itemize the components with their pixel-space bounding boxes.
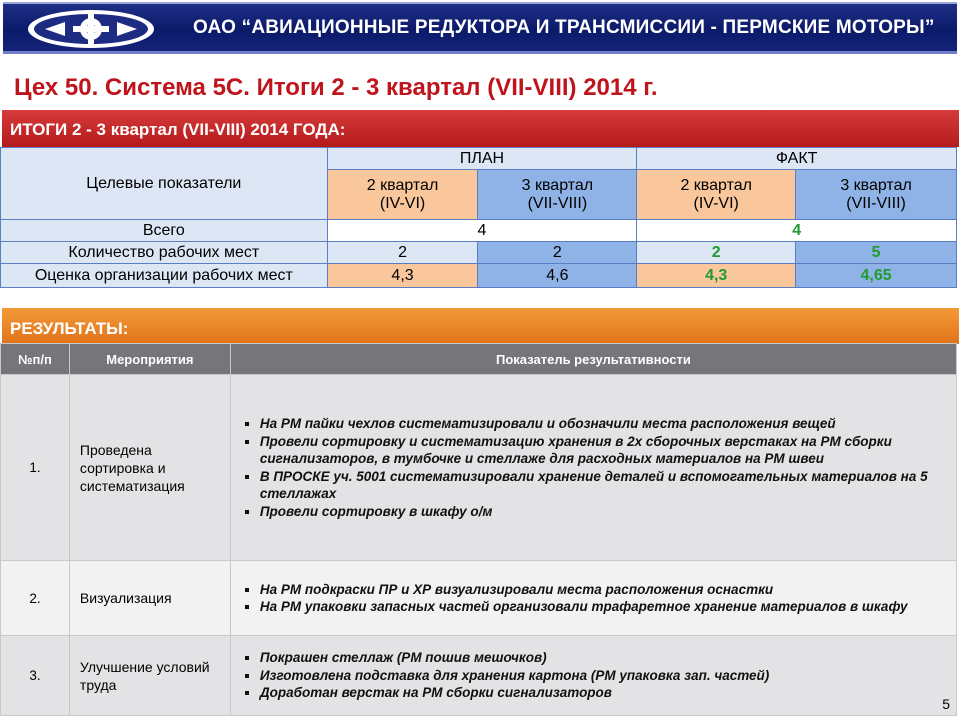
row-score-fact-q3: 4,65 — [796, 264, 957, 288]
col-action-header: Мероприятия — [69, 344, 230, 375]
company-logo-icon — [25, 8, 157, 50]
row-workplaces-fact-q3: 5 — [796, 242, 957, 264]
list-item: ▪ Провели сортировку и систематизацию хранения в 2х сборочных верстаках на РМ сборки сигнализаторов, в тумбочке и стеллаже для расходных материалов на РМ швеи — [260, 433, 955, 468]
row-num: 1. — [1, 375, 70, 561]
table-row — [1, 636, 957, 716]
fact-header: ФАКТ — [637, 148, 957, 170]
row-workplaces-plan-q2: 2 — [327, 242, 478, 264]
fact-q2-header: 2 квартал (IV-VI) — [637, 170, 796, 220]
list-item: ▪ Покрашен стеллаж (РМ пошив мешочков) — [260, 649, 955, 667]
row-total-plan: 4 — [327, 220, 637, 242]
list-item: ▪ В ПРОСКЕ уч. 5001 систематизировали хранение деталей и вспомогательных материалов на 5 стеллажах — [260, 468, 955, 503]
list-item: ▪ Доработан верстак на РМ сборки сигнализаторов — [260, 684, 955, 702]
row-score-plan-q3: 4,6 — [478, 264, 637, 288]
row-workplaces-plan-q3: 2 — [478, 242, 637, 264]
list-item: ▪ На РМ подкраски ПР и ХР визуализировали места расположения оснастки — [260, 581, 955, 599]
row-total-label: Всего — [1, 220, 328, 242]
results-heading: РЕЗУЛЬТАТЫ: — [2, 308, 959, 344]
list-item: ▪ Провели сортировку в шкафу о/м — [260, 503, 955, 521]
row-action: Визуализация — [69, 561, 230, 636]
col-indicator-header: Показатель результативности — [230, 344, 956, 375]
summary-heading: ИТОГИ 2 - 3 квартал (VII-VIII) 2014 ГОДА: — [2, 110, 959, 147]
plan-q3-header: 3 квартал (VII-VIII) — [478, 170, 637, 220]
row-num: 3. — [1, 636, 70, 716]
row-action: Проведена сортировка и систематизация — [69, 375, 230, 561]
row-total-fact: 4 — [637, 220, 957, 242]
plan-q2-header: 2 квартал (IV-VI) — [327, 170, 478, 220]
plan-header: ПЛАН — [327, 148, 637, 170]
results-table — [0, 343, 957, 716]
company-name: ОАО “АВИАЦИОННЫЕ РЕДУКТОРА И ТРАНСМИССИИ - ПЕРМСКИЕ МОТОРЫ” — [193, 17, 935, 38]
col-num-header: №п/п — [1, 344, 70, 375]
row-score-plan-q2: 4,3 — [327, 264, 478, 288]
row-indicators — [230, 375, 956, 561]
list-item: ▪ Изготовлена подставка для хранения картона (РМ упаковка зап. частей) — [260, 667, 955, 685]
row-indicators — [230, 636, 956, 716]
table-row — [1, 375, 957, 561]
row-num: 2. — [1, 561, 70, 636]
row-indicators — [230, 561, 956, 636]
row-score-fact-q2: 4,3 — [637, 264, 796, 288]
header-banner — [3, 2, 957, 54]
list-item: ▪ На РМ упаковки запасных частей организовали трафаретное хранение материалов в шкафу — [260, 598, 955, 616]
fact-q3-header: 3 квартал (VII-VIII) — [796, 170, 957, 220]
row-workplaces-label: Количество рабочих мест — [1, 242, 328, 264]
list-item: ▪ На РМ пайки чехлов систематизировали и обозначили места расположения вещей — [260, 415, 955, 433]
summary-table — [0, 147, 957, 288]
col-indicators: Целевые показатели — [1, 148, 328, 220]
table-row — [1, 561, 957, 636]
row-action: Улучшение условий труда — [69, 636, 230, 716]
page-number: 5 — [942, 696, 950, 712]
row-score-label: Оценка организации рабочих мест — [1, 264, 328, 288]
row-workplaces-fact-q2: 2 — [637, 242, 796, 264]
page-title: Цех 50. Система 5С. Итоги 2 - 3 квартал (VII-VIII) 2014 г. — [14, 74, 658, 101]
